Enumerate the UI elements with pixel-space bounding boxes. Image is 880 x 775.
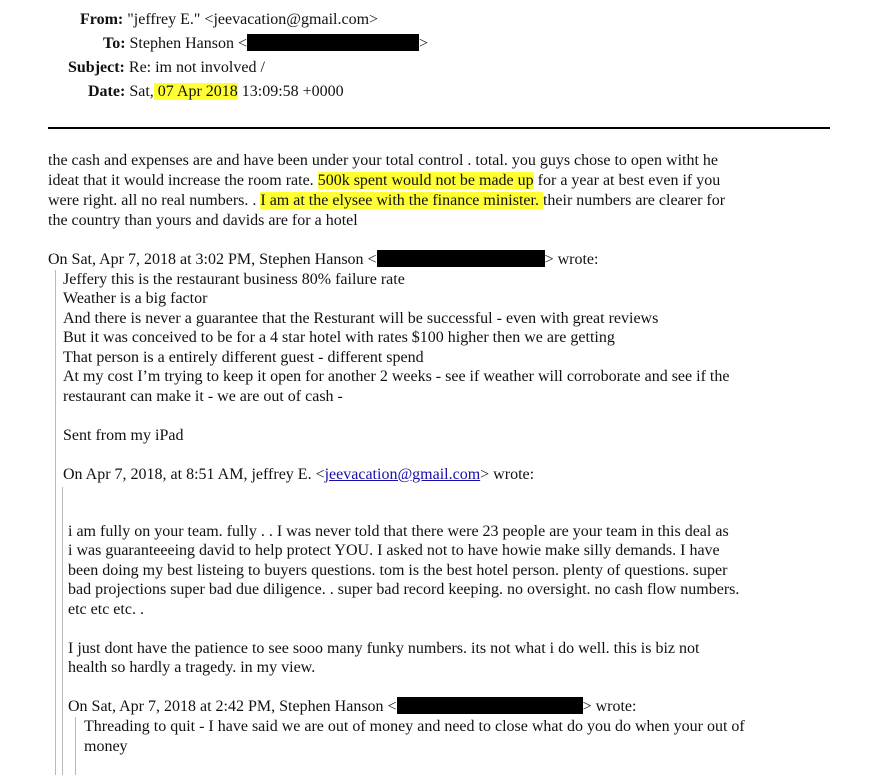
quote1-attribution [48, 250, 598, 270]
from-value: "jeffrey E." <jeevacation@gmail.com> [127, 11, 379, 28]
quote1-line: And there is never a guarantee that the Resturant will be successful - even with great reviews [63, 310, 659, 327]
body-line-1: the cash and expenses are and have been under your total control . total. you guys chose to open witht he [48, 152, 719, 169]
body-line-4: the country than yours and davids are for a hotel [48, 212, 358, 229]
quote3-attribution [68, 697, 636, 717]
header-date [88, 82, 344, 102]
from-label: From: [80, 11, 124, 28]
quote2-line: health so hardly a tragedy. in my view. [68, 659, 316, 676]
to-label: To: [103, 35, 126, 52]
quote1-attribution-pre: On Sat, Apr 7, 2018 at 3:02 PM, Stephen Hanson < [48, 251, 377, 268]
quote2-line: i was guaranteeeing david to help protect YOU. I asked not to have howie make silly demands. I have [68, 542, 720, 559]
quote2-attribution-pre: On Apr 7, 2018, at 8:51 AM, jeffrey E. < [63, 466, 325, 483]
date-label: Date: [88, 83, 126, 100]
redaction-box [377, 250, 545, 267]
quote1-line: Weather is a big factor [63, 290, 208, 307]
to-close: > [418, 35, 429, 52]
quote2-attribution [63, 465, 534, 485]
quote2-bar [62, 487, 63, 775]
quote1-line: Jeffery this is the restaurant business 80% failure rate [63, 271, 405, 288]
redaction-box [397, 697, 583, 714]
subject-value: Re: im not involved / [128, 59, 265, 76]
quote1-line: That person is a entirely different guest - different spend [63, 349, 424, 366]
header-divider [48, 127, 830, 129]
body-line-3-pre: were right. all no real numbers. . [48, 192, 261, 209]
quote1-bar [55, 270, 56, 775]
body-highlight-elysee: I am at the elysee with the finance minister. [260, 192, 543, 209]
quote1-line: At my cost I’m trying to keep it open for another 2 weeks - see if weather will corroborate and see if the [63, 368, 730, 385]
quote3-line: money [84, 738, 128, 755]
quote3-bar [75, 717, 76, 775]
header-from [80, 10, 378, 30]
body-line-2-pre: ideat that it would increase the room rate. [48, 172, 318, 189]
header-to [103, 34, 428, 54]
body-line-2 [48, 171, 720, 191]
quote2-line: i am fully on your team. fully . . I was never told that there were 23 people are your team in this deal as [68, 523, 729, 540]
quote2-line: etc etc etc. . [68, 601, 144, 618]
quote2-line: bad projections super bad due diligence. . super bad record keeping. no oversight. no cash flow numbers. [68, 581, 740, 598]
quote1-line: restaurant can make it - we are out of cash - [63, 388, 343, 405]
body-line-2-post: for a year at best even if you [533, 172, 721, 189]
quote1-line: But it was conceived to be for a 4 star hotel with rates $100 higher then we are getting [63, 329, 615, 346]
quote2-line: been doing my best listeing to buyers questions. tom is the best hotel person. plenty of questions. super [68, 562, 728, 579]
quote2-attribution-post: > wrote: [480, 466, 535, 483]
quote3-attribution-post: > wrote: [582, 698, 637, 715]
redaction-box [247, 34, 419, 51]
body-highlight-500k: 500k spent would not be made up [317, 172, 534, 189]
body-line-3-post: their numbers are clearer for [542, 192, 726, 209]
quote2-line: I just dont have the patience to see sooo many funky numbers. its not what i do well. this is biz not [68, 640, 700, 657]
date-post: 13:09:58 +0000 [237, 83, 344, 100]
date-pre: Sat, [129, 83, 154, 100]
header-subject [68, 58, 265, 78]
to-value: Stephen Hanson < [129, 35, 247, 52]
sender-email-link[interactable]: jeevacation@gmail.com [324, 466, 481, 483]
quote3-line: Threading to quit - I have said we are out of money and need to close what do you do when your out of [84, 718, 745, 735]
quote3-attribution-pre: On Sat, Apr 7, 2018 at 2:42 PM, Stephen Hanson < [68, 698, 397, 715]
quote1-attribution-post: > wrote: [544, 251, 599, 268]
quote1-signature: Sent from my iPad [63, 427, 184, 444]
date-highlight: 07 Apr 2018 [153, 83, 238, 100]
body-line-3 [48, 191, 725, 211]
subject-label: Subject: [68, 59, 125, 76]
